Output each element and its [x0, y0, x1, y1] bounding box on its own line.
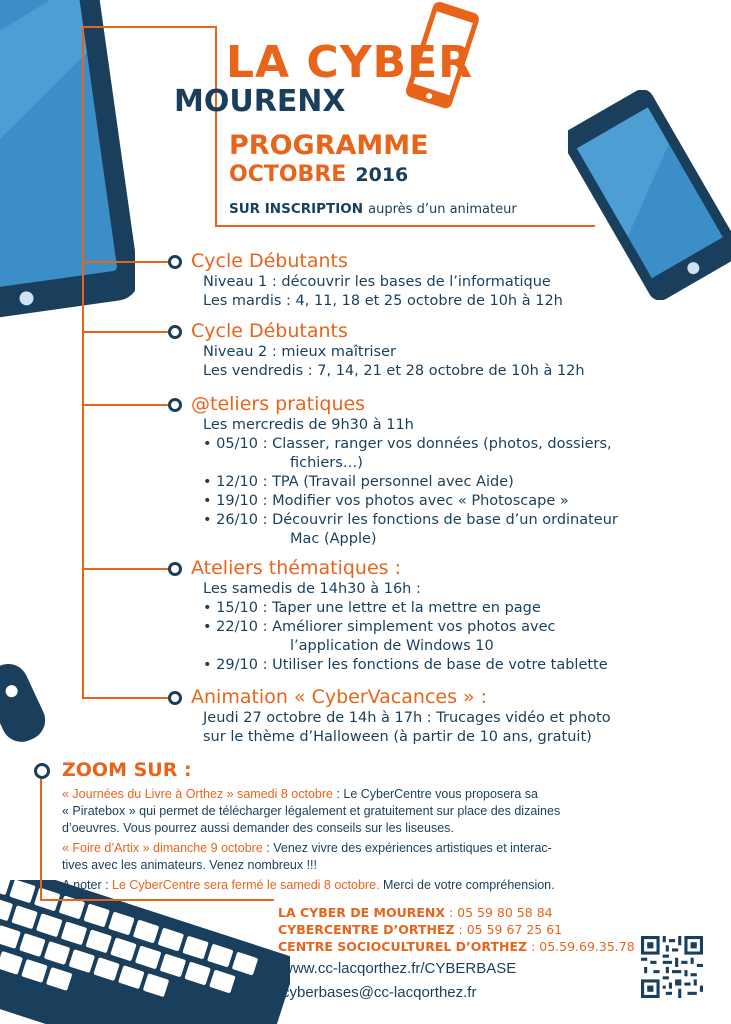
month-label: OCTOBRE [229, 162, 347, 187]
zoom-paragraph-1: d’oeuvres. Vous pourrez aussi demander des conseils sur les liseuses. [62, 821, 454, 835]
bullet-dot [168, 325, 182, 339]
section-line: Les mardis : 4, 11, 18 et 25 octobre de 10h à 12h [203, 293, 563, 309]
list-item: • 05/10 : Classer, ranger vos données (photos, dossiers, [203, 436, 612, 452]
list-item-cont: fichiers…) [290, 455, 363, 471]
programme-title: PROGRAMME [229, 130, 429, 161]
connector-vertical-header [215, 26, 217, 226]
zoom-paragraph-2: tives avec les animateurs. Venez nombreux !!! [62, 858, 317, 872]
section-line: sur le thème d’Halloween (à partir de 10 ans, gratuit) [203, 729, 592, 745]
tablet-illustration-left [0, 0, 135, 320]
section-title-cycle-1: Cycle Débutants [191, 250, 348, 272]
section-line: Niveau 1 : découvrir les bases de l’informatique [203, 274, 551, 290]
contact-line: CENTRE SOCIOCULTUREL D’ORTHEZ : 05.59.69.35.78 [278, 939, 635, 954]
section-title-cybervacances: Animation « CyberVacances » : [191, 686, 488, 708]
keyboard-illustration [0, 880, 290, 1024]
inscription-note [229, 198, 517, 220]
year-label: 2016 [355, 164, 409, 186]
connector-main-vertical [82, 26, 84, 698]
contact-line: CYBERCENTRE D’ORTHEZ : 05 59 67 25 61 [278, 922, 563, 937]
section-title-cycle-2: Cycle Débutants [191, 320, 348, 342]
section-line: Les mercredis de 9h30 à 11h [203, 417, 414, 433]
zoom-paragraph-1: « Piratebox » qui permet de télécharger légalement et gratuitement sur place des dizaines [62, 804, 561, 818]
bullet-dot [168, 691, 182, 705]
zoom-note: A noter : Le CyberCentre sera fermé le samedi 8 octobre. Merci de votre compréhension. [62, 878, 555, 892]
connector-s2 [82, 331, 172, 333]
section-title-ateliers-thematiques: Ateliers thématiques : [191, 557, 401, 579]
bullet-dot [34, 763, 50, 779]
programme-month [229, 161, 408, 190]
list-item: • 19/10 : Modifier vos photos avec « Photoscape » [203, 493, 569, 509]
zoom-paragraph-2: « Foire d’Artix » dimanche 9 octobre : Venez vivre des expériences artistiques et interac- [62, 841, 552, 855]
list-item: • 12/10 : TPA (Travail personnel avec Aide) [203, 474, 514, 490]
bullet-dot [168, 562, 182, 576]
brand-city: MOURENX [174, 84, 346, 119]
section-line: Les samedis de 14h30 à 16h : [203, 581, 421, 597]
section-title-ateliers-pratiques: @teliers pratiques [191, 393, 366, 415]
list-item: • 26/10 : Découvrir les fonctions de base d’un ordinateur [203, 512, 618, 528]
connector-s5 [82, 697, 172, 699]
website-link[interactable]: www.cc-lacqorthez.fr/CYBERBASE [282, 960, 517, 977]
inscription-bold: SUR INSCRIPTION [229, 201, 364, 217]
section-line: Niveau 2 : mieux maîtriser [203, 344, 396, 360]
connector-s3 [82, 404, 172, 406]
connector-s1 [82, 261, 172, 263]
bullet-dot [168, 255, 182, 269]
connector-zoom-bottom [40, 899, 274, 901]
list-item: • 29/10 : Utiliser les fonctions de base de votre tablette [203, 657, 608, 673]
list-item-cont: l’application de Windows 10 [290, 638, 494, 654]
connector-zoom-vertical [40, 775, 42, 900]
connector-s4 [82, 568, 172, 570]
bullet-dot [168, 398, 182, 412]
list-item: • 22/10 : Améliorer simplement vos photos avec [203, 619, 556, 635]
section-line: Les vendredis : 7, 14, 21 et 28 octobre de 10h à 12h [203, 363, 585, 379]
brand-title: LA CYBER [226, 37, 474, 88]
connector-header-bottom [215, 225, 595, 227]
zoom-paragraph-1: « Journées du Livre à Orthez » samedi 8 octobre : Le CyberCentre vous proposera sa [62, 787, 538, 801]
inscription-rest: auprès d’un animateur [368, 202, 517, 217]
qr-code-icon[interactable] [640, 936, 704, 998]
contact-line: LA CYBER DE MOURENX : 05 59 80 58 84 [278, 905, 553, 920]
zoom-title: ZOOM SUR : [62, 759, 192, 781]
smartphone-illustration-right [568, 90, 731, 300]
list-item: • 15/10 : Taper une lettre et la mettre en page [203, 600, 541, 616]
connector-top [82, 26, 216, 28]
email-link[interactable]: cyberbases@cc-lacqorthez.fr [282, 984, 477, 1001]
mouse-illustration [0, 650, 45, 745]
list-item-cont: Mac (Apple) [290, 531, 377, 547]
section-line: Jeudi 27 octobre de 14h à 17h : Trucages vidéo et photo [203, 710, 611, 726]
